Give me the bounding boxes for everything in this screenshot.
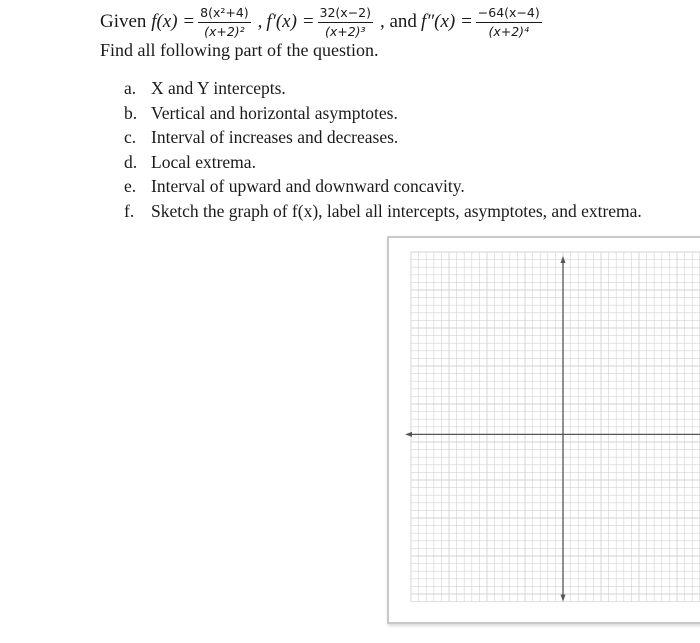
f-prime-numerator: 32(x−2) (318, 6, 373, 23)
given-functions-line (100, 2, 545, 42)
list-item (124, 174, 642, 199)
question-parts-list (124, 76, 642, 224)
list-item (124, 101, 642, 126)
f-double-prime-fraction (476, 6, 542, 39)
list-item (124, 125, 642, 150)
part-text: Interval of increases and decreases. (151, 127, 399, 148)
instruction-text: Find all following part of the question. (100, 40, 379, 60)
f-label: f(x) = (151, 11, 196, 32)
part-marker: b. (124, 102, 138, 123)
f-prime-fraction (318, 6, 373, 39)
f-double-prime-numerator: −64(x−4) (476, 6, 542, 23)
coordinate-grid[interactable] (389, 238, 700, 622)
f-fraction (198, 6, 251, 39)
f-double-prime-label: f″(x) = (420, 11, 473, 32)
f-prime-label: f′(x) = (266, 11, 315, 32)
f-double-prime-denominator: (x+2)⁴ (488, 23, 530, 39)
part-marker: e. (124, 176, 137, 197)
part-text: Interval of upward and downward concavity. (151, 176, 465, 197)
graph-paper-frame (387, 236, 700, 624)
f-prime-denominator: (x+2)³ (324, 23, 366, 39)
list-item (124, 76, 642, 101)
part-marker: d. (124, 151, 138, 172)
x-axis-arrow-left-icon (405, 432, 412, 437)
part-text: X and Y intercepts. (151, 78, 286, 98)
given-word: Given (100, 11, 147, 32)
list-item (124, 150, 642, 175)
part-marker: c. (124, 127, 137, 148)
y-axis-arrow-down-icon (561, 595, 566, 602)
f-denominator: (x+2)² (204, 23, 245, 39)
part-marker: f. (124, 200, 135, 221)
part-marker: a. (124, 78, 137, 98)
f-numerator: 8(x²+4) (198, 6, 251, 23)
part-text: Vertical and horizontal asymptotes. (151, 102, 398, 123)
and-separator: , and (380, 11, 417, 32)
part-text: Sketch the graph of f(x), label all intercepts, asymptotes, and extrema. (151, 200, 642, 221)
comma-separator: , (257, 11, 263, 32)
part-text: Local extrema. (151, 151, 256, 172)
list-item (124, 199, 642, 224)
